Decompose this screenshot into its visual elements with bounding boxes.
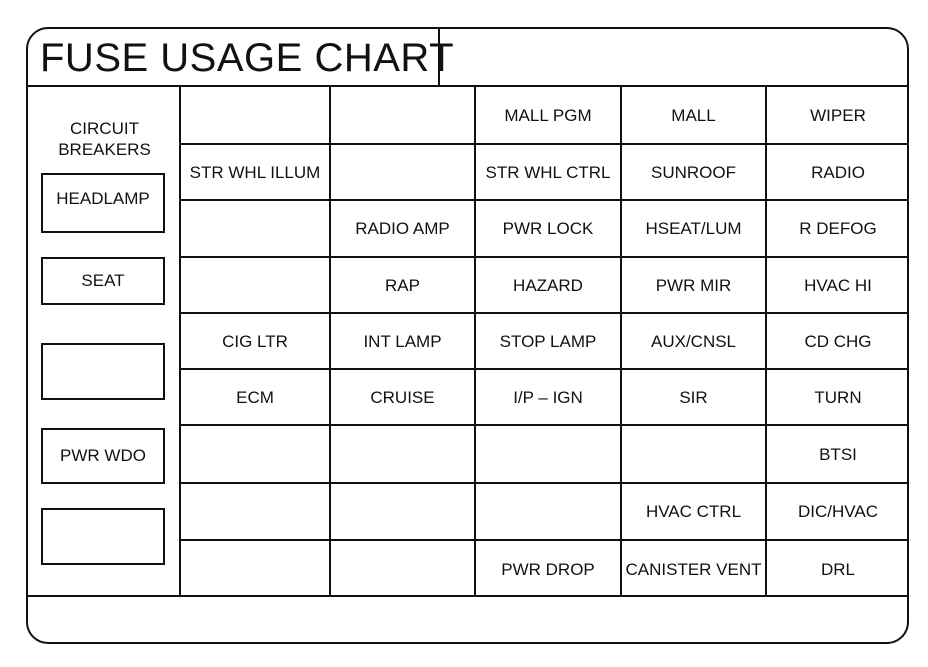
fuse-row [181,144,909,200]
fuse-cell: SUNROOF [621,144,766,200]
fuse-cell [621,425,766,483]
fuse-cell: CD CHG [766,313,909,369]
fuse-cell [181,540,330,597]
fuse-row [181,540,909,597]
fuse-cell: HVAC CTRL [621,483,766,540]
fuse-cell: CRUISE [330,369,475,425]
circuit-breaker-slot: SEAT [41,257,165,305]
circuit-breaker-slot: HEADLAMP [41,173,165,233]
fuse-cell: RADIO AMP [330,200,475,257]
fuse-cell: BTSI [766,425,909,483]
fuse-cell [475,425,621,483]
circuit-breaker-slot [41,508,165,565]
fuse-cell: PWR MIR [621,257,766,313]
fuse-cell [330,425,475,483]
fuse-cell [181,257,330,313]
fuse-cell: I/P – IGN [475,369,621,425]
fuse-cell [181,200,330,257]
fuse-cell: STOP LAMP [475,313,621,369]
fuse-row [181,369,909,425]
fuse-cell: STR WHL CTRL [475,144,621,200]
fuse-cell: RADIO [766,144,909,200]
fuse-cell: HVAC HI [766,257,909,313]
fuse-cell: ECM [181,369,330,425]
fuse-cell: CIG LTR [181,313,330,369]
fuse-cell [330,540,475,597]
fuse-cell: TURN [766,369,909,425]
fuse-row [181,257,909,313]
fuse-row [181,313,909,369]
fuse-cell: HSEAT/LUM [621,200,766,257]
fuse-cell: SIR [621,369,766,425]
circuit-breakers-heading-line1: CIRCUIT [70,119,139,138]
fuse-cell: PWR LOCK [475,200,621,257]
fuse-cell: WIPER [766,87,909,144]
fuse-cell: CANISTER VENT [621,540,766,597]
fuse-cell: MALL [621,87,766,144]
fuse-cell: HAZARD [475,257,621,313]
fuse-row [181,483,909,540]
fuse-row [181,200,909,257]
fuse-row [181,425,909,483]
fuse-grid [181,87,909,597]
footer-divider [28,595,907,597]
fuse-cell [181,87,330,144]
circuit-breakers-column [28,87,181,597]
fuse-cell: R DEFOG [766,200,909,257]
fuse-cell [475,483,621,540]
fuse-cell: DRL [766,540,909,597]
fuse-cell: AUX/CNSL [621,313,766,369]
title-box [28,29,454,87]
fuse-cell: INT LAMP [330,313,475,369]
fuse-cell: DIC/HVAC [766,483,909,540]
fuse-cell [330,87,475,144]
fuse-cell: MALL PGM [475,87,621,144]
fuse-cell [330,144,475,200]
fuse-cell [181,425,330,483]
fuse-cell [181,483,330,540]
chart-title: FUSE USAGE CHART [40,36,454,80]
fuse-row [181,87,909,144]
circuit-breaker-slot: PWR WDO [41,428,165,484]
fuse-cell: RAP [330,257,475,313]
circuit-breaker-slot [41,343,165,400]
fuse-cell: PWR DROP [475,540,621,597]
fuse-chart-frame [26,27,909,644]
fuse-cell: STR WHL ILLUM [181,144,330,200]
fuse-cell [330,483,475,540]
circuit-breakers-heading-line2: BREAKERS [58,140,151,159]
